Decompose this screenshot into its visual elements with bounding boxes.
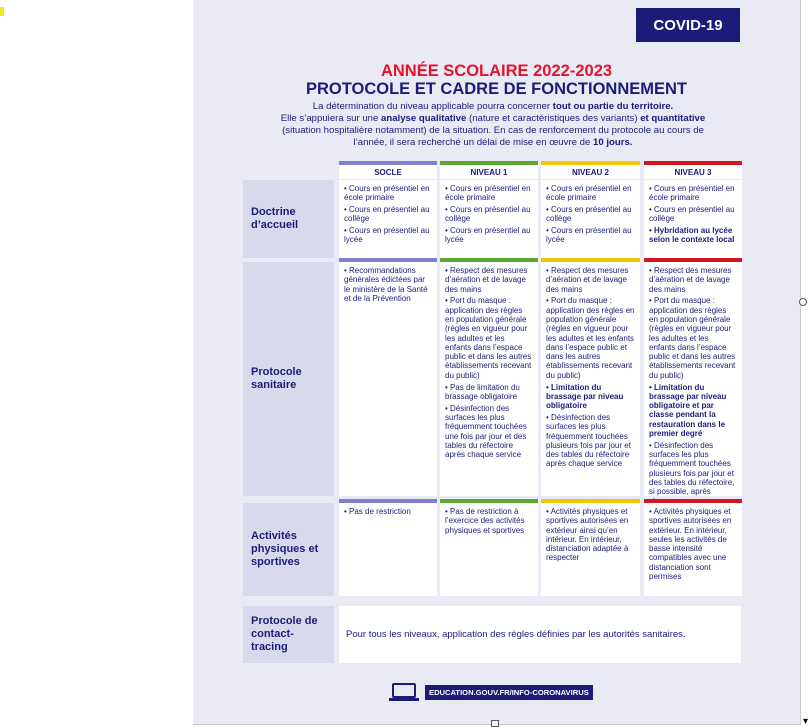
cell-item: • Cours en présentiel en école primaire xyxy=(445,184,531,203)
cell-r2-c1 xyxy=(440,499,538,596)
cell-r1-c0 xyxy=(339,258,437,496)
cell-r1-c2 xyxy=(541,258,640,496)
cell-item: • Cours en présentiel au lycée xyxy=(546,226,632,245)
cell-item: • Port du masque : application des règles en population générale (règles en vigueur pour les adultes et les enfants dans l’espace public et dans les autres établissements recevant du public) xyxy=(649,296,736,380)
footer-url-link[interactable]: EDUCATION.GOUV.FR/INFO-CORONAVIRUS xyxy=(425,685,593,700)
cell-item: • Limitation du brassage par niveau obligatoire et par classe pendant la restauration dans le premier degré xyxy=(649,382,727,439)
cell-item: • Cours en présentiel en école primaire xyxy=(344,184,430,203)
cell-item: • Pas de restriction à l’exercice des activités physiques et sportives xyxy=(445,507,525,535)
cell-item: • Cours en présentiel en école primaire xyxy=(649,184,735,203)
cell-item: • Hybridation au lycée selon le contexte local xyxy=(649,226,735,245)
cell-item: • Pas de restriction xyxy=(344,507,411,516)
column-header-socle: SOCLE xyxy=(339,161,437,179)
cell-r0-c0 xyxy=(339,180,437,258)
cell-item: • Cours en présentiel au collège xyxy=(445,205,531,224)
cell-item: • Respect des mesures d’aération et de lavage des mains xyxy=(546,266,629,294)
row-label-doctrine: Doctrine d’accueil xyxy=(243,180,334,258)
row-label-protocole-sanitaire: Protocole sanitaire xyxy=(243,262,334,496)
laptop-icon xyxy=(389,683,419,701)
column-header-niveau-3: NIVEAU 3 xyxy=(644,161,742,179)
column-header-niveau-1: NIVEAU 1 xyxy=(440,161,538,179)
cell-item: • Cours en présentiel en école primaire xyxy=(546,184,632,203)
resize-handle-right[interactable] xyxy=(799,298,807,306)
cell-r2-c2 xyxy=(541,499,640,596)
cell-item: • Cours en présentiel au collège xyxy=(546,205,632,224)
cell-item: • Respect des mesures d’aération et de lavage des mains xyxy=(445,266,528,294)
title-school-year: ANNÉE SCOLAIRE 2022-2023 xyxy=(380,62,613,80)
corner-mark-icon: ▾ xyxy=(803,716,809,727)
cell-item: • Cours en présentiel au lycée xyxy=(344,226,430,245)
cell-r0-c3 xyxy=(644,180,742,258)
cell-item: • Activités physiques et sportives autorisées en extérieur. En intérieur, seules les activités de basse intensité compatibles avec une distanciation sont permises xyxy=(649,507,732,582)
row-label-activites: Activités physiques et sportives xyxy=(243,503,334,596)
cell-item: • Port du masque : application des règles en population générale (règles en vigueur pour les adultes et les enfants dans l’espace public et dans les autres établissements recevant du public) xyxy=(546,296,635,380)
cell-r2-c3 xyxy=(644,499,742,596)
cell-item: • Cours en présentiel au collège xyxy=(344,205,430,224)
row-label-contact-tracing: Protocole de contact-tracing xyxy=(243,606,334,663)
contact-tracing-text: Pour tous les niveaux, application des règles définies par les autorités sanitaires. xyxy=(339,606,741,663)
cell-item: • Activités physiques et sportives autorisées en extérieur ainsi qu’en intérieur. En intérieur, distanciation adaptée à respecter xyxy=(546,507,629,563)
yellow-marker xyxy=(0,7,4,16)
cell-item: • Port du masque : application des règles en population générale (règles en vigueur pour les adultes et les enfants dans l’espace public et dans les autres établissements recevant du public) xyxy=(445,296,532,380)
title-protocol: PROTOCOLE ET CADRE DE FONCTIONNEMENT xyxy=(305,80,688,98)
cell-r1-c1 xyxy=(440,258,538,496)
cell-item: • Recommandations générales édictées par le ministère de la Santé et de la Prévention xyxy=(344,266,428,303)
cell-item: • Cours en présentiel au lycée xyxy=(445,226,531,245)
cell-r2-c0 xyxy=(339,499,437,596)
cell-item: • Désinfection des surfaces les plus fréquemment touchées plusieurs fois par jour et des tables du réfectoire après chaque service xyxy=(546,412,631,469)
cell-item: • Pas de limitation du brassage obligatoire xyxy=(445,382,520,401)
covid-badge: COVID-19 xyxy=(636,8,740,42)
cell-item: • Désinfection des surfaces les plus fréquemment touchées une fois par jour et des tables du réfectoire après chaque service xyxy=(445,403,527,460)
cell-item: • Limitation du brassage par niveau obligatoire xyxy=(546,382,624,411)
intro-paragraph: La détermination du niveau applicable pourra concerner tout ou partie du territoire. Elle s’appuiera sur une analyse qualitative (nature et caractéristiques des variants) et quantitative (situation hospitalière notamment) de la situation. En cas de renforcement du protocole au cours de l’année, il sera recherché un délai de mise en œuvre de 10 jours. xyxy=(280,101,706,148)
footer xyxy=(389,683,593,701)
cell-item: • Cours en présentiel au collège xyxy=(649,205,735,224)
cell-r1-c3 xyxy=(644,258,742,496)
cell-item: • Désinfection des surfaces les plus fréquemment touchées plusieurs fois par jour et des tables du réfectoire, si possible, après xyxy=(649,440,735,497)
column-header-niveau-2: NIVEAU 2 xyxy=(541,161,640,179)
cell-r0-c1 xyxy=(440,180,538,258)
cell-item: • Respect des mesures d’aération et de lavage des mains xyxy=(649,266,732,294)
cell-r0-c2 xyxy=(541,180,640,258)
